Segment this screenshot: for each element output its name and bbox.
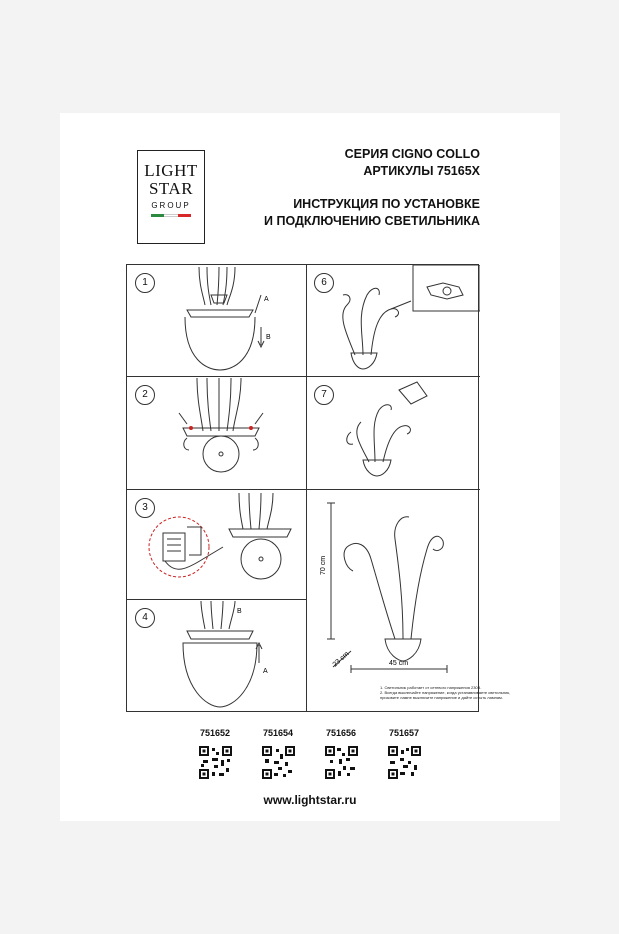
website-link[interactable]: www.lightstar.ru bbox=[263, 793, 357, 807]
article-number: 751656 bbox=[325, 728, 357, 738]
safety-notes bbox=[380, 685, 540, 700]
dimension-height: 70 cm bbox=[320, 555, 327, 575]
logo-line-2: STAR bbox=[148, 179, 194, 198]
step-4-illustration bbox=[127, 599, 306, 713]
note-line: призовите лампе выключите напряжение и дайте остыть лампам. bbox=[380, 695, 503, 700]
article-number: 751654 bbox=[262, 728, 294, 738]
label-a: A bbox=[264, 296, 269, 303]
title-line-1: ИНСТРУКЦИЯ ПО УСТАНОВКЕ bbox=[293, 197, 480, 211]
dimensions-illustration bbox=[307, 489, 480, 679]
note-line: 1. Светильник работает от сетевого напряжения 230В. bbox=[380, 685, 482, 690]
label-a-step4: A bbox=[263, 668, 268, 675]
step-3-illustration bbox=[127, 489, 306, 599]
label-b-step4: B bbox=[237, 608, 242, 615]
note-line: 2. Всегда выключайте напряжение, когда устанавливаете светильник, bbox=[380, 690, 511, 695]
logo-line-1: LIGHT bbox=[144, 161, 198, 180]
instruction-sheet bbox=[60, 113, 560, 821]
article-number: 751652 bbox=[199, 728, 231, 738]
step-number-4: 4 bbox=[135, 608, 155, 628]
lightstar-logo bbox=[137, 150, 205, 244]
step-number-2: 2 bbox=[135, 385, 155, 405]
italian-flag-icon bbox=[151, 214, 191, 217]
dimension-depth: 23 cm bbox=[331, 650, 351, 669]
article-item bbox=[258, 728, 298, 738]
article-number: 751657 bbox=[388, 728, 420, 738]
title-line-2: И ПОДКЛЮЧЕНИЮ СВЕТИЛЬНИКА bbox=[264, 214, 480, 228]
dimension-width: 45 cm bbox=[389, 660, 409, 667]
step-number-1: 1 bbox=[135, 273, 155, 293]
step-2-illustration bbox=[127, 376, 306, 489]
step-1-illustration bbox=[127, 265, 306, 376]
step-number-6: 6 bbox=[314, 273, 334, 293]
logo-line-3: GROUP bbox=[151, 201, 191, 210]
step-number-7: 7 bbox=[314, 385, 334, 405]
step-6-illustration bbox=[307, 265, 480, 376]
article-item bbox=[195, 728, 235, 738]
qr-code-icon[interactable] bbox=[388, 746, 421, 779]
qr-code-icon[interactable] bbox=[325, 746, 358, 779]
article-item bbox=[384, 728, 424, 738]
step-number-3: 3 bbox=[135, 498, 155, 518]
articles-label: АРТИКУЛЫ 75165X bbox=[363, 164, 480, 178]
qr-code-icon[interactable] bbox=[199, 746, 232, 779]
qr-code-icon[interactable] bbox=[262, 746, 295, 779]
series-name: СЕРИЯ CIGNO COLLO bbox=[344, 147, 480, 161]
instruction-title bbox=[264, 196, 480, 230]
label-b: B bbox=[266, 334, 271, 341]
step-7-illustration bbox=[307, 376, 480, 489]
article-item bbox=[321, 728, 361, 738]
instruction-grid bbox=[126, 264, 479, 712]
series-header bbox=[345, 146, 480, 180]
